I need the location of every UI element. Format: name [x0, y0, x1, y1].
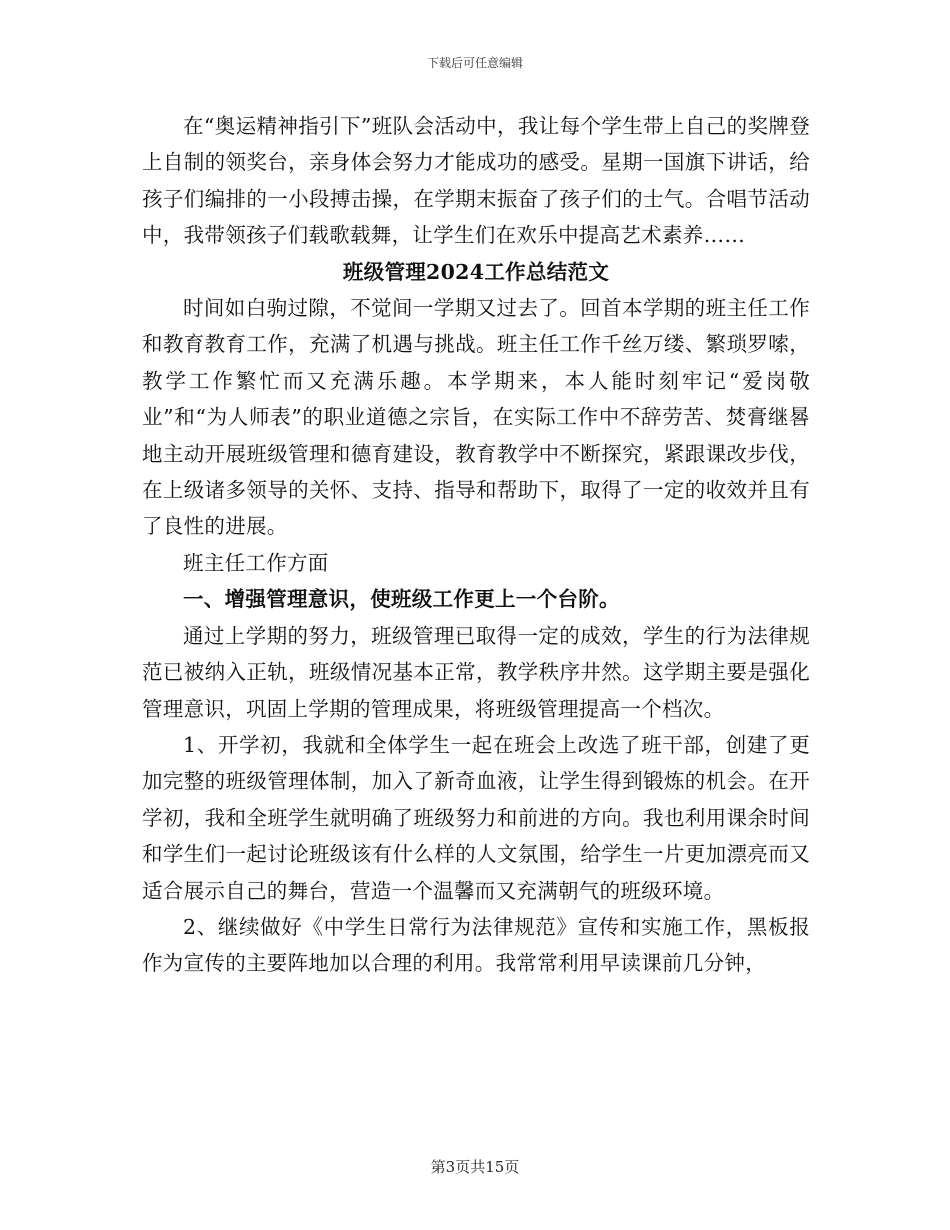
article-title: 班级管理2024工作总结范文 [342, 259, 610, 284]
paragraph-item-2: 2、继续做好《中学生日常行为法律规范》宣传和实施工作，黑板报作为宣传的主要阵地加以合理的利用。我常常利用早读课前几分钟， [142, 914, 810, 976]
page-number: 第3页共15页 [430, 1158, 520, 1176]
section-heading-1: 一、增强管理意识，使班级工作更上一个台阶。 [183, 587, 620, 612]
paragraph-management-awareness: 通过上学期的努力，班级管理已取得一定的成效，学生的行为法律规范已被纳入正轨，班级情况基本正常，教学秩序井然。这学期主要是强化管理意识，巩固上学期的管理成果，将班级管理提高一个档次。 [142, 623, 810, 721]
paragraph-item-1: 1、开学初，我就和全体学生一起在班会上改选了班干部，创建了更加完整的班级管理体制，加入了新奇血液，让学生得到锻炼的机会。在开学初，我和全班学生就明确了班级努力和前进的方向。我也利用课余时间和学生们一起讨论班级该有什么样的人文氛围，给学生一片更加漂亮而又适合展示自己的舞台，营造一个温馨而又充满朝气的班级环境。 [142, 732, 810, 903]
header-note: 下载后可任意编辑 [426, 56, 523, 70]
paragraph-olympic-activity: 在“奥运精神指引下”班队会活动中，我让每个学生带上自己的奖牌登上自制的领奖台，亲身体会努力才能成功的感受。星期一国旗下讲话，给孩子们编排的一小段搏击操，在学期末振奋了孩子们的士气。合唱节活动中，我带领孩子们载歌载舞，让学生们在欢乐中提高艺术素养…… [142, 114, 810, 248]
document-body [142, 108, 810, 982]
section-label-headteacher-work: 班主任工作方面 [183, 550, 329, 575]
paragraph-introduction: 时间如白驹过隙，不觉间一学期又过去了。回首本学期的班主任工作和教育教育工作，充满了机遇与挑战。班主任工作千丝万缕、繁琐罗嗦，教学工作繁忙而又充满乐趣。本学期来，本人能时刻牢记“爱岗敬业”和“为人师表”的职业道德之宗旨，在实际工作中不辞劳苦、焚膏继晷地主动开展班级管理和德育建设，教育教学中不断探究，紧跟课改步伐，在上级诸多领导的关怀、支持、指导和帮助下，取得了一定的收效并且有了良性的进展。 [142, 296, 810, 539]
